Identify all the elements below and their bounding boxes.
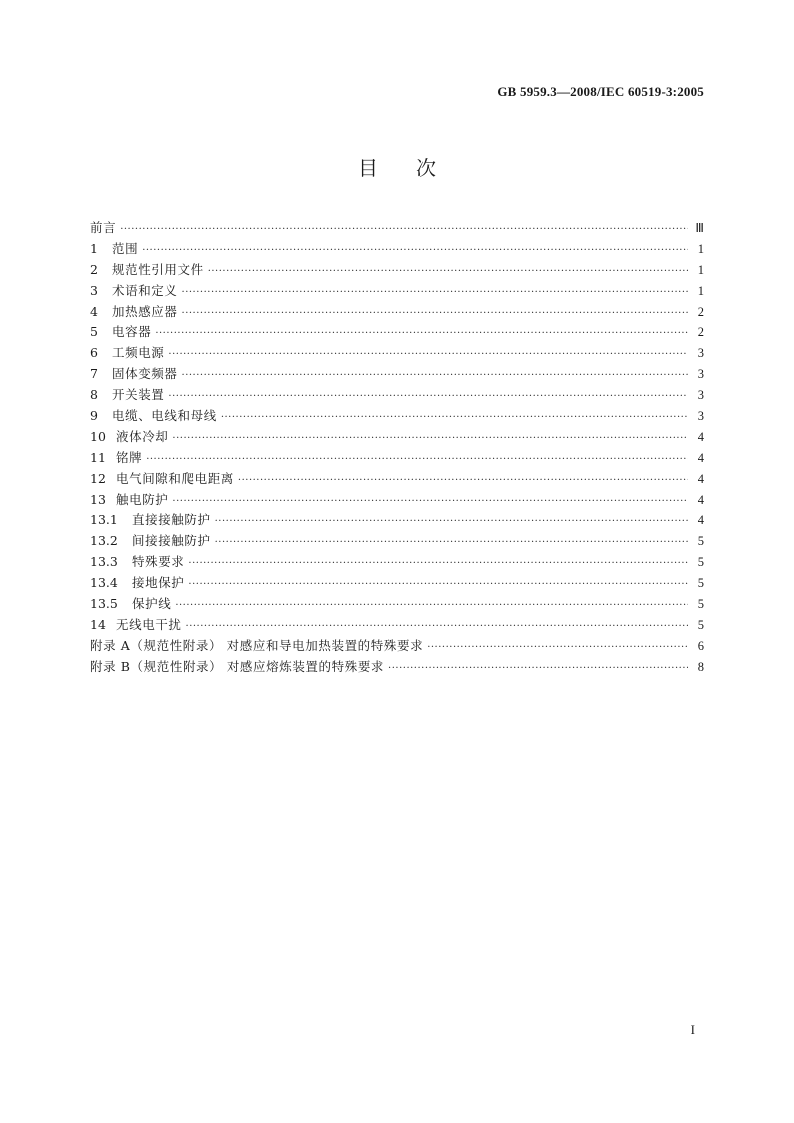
toc-entry[interactable]	[90, 573, 704, 594]
toc-number: 6	[90, 345, 98, 361]
table-of-contents	[90, 218, 704, 678]
toc-page: 3	[697, 367, 704, 382]
toc-entry[interactable]	[90, 385, 704, 406]
toc-leader	[221, 408, 688, 429]
toc-entry[interactable]	[90, 343, 704, 364]
toc-label: 固体变频器	[112, 366, 178, 382]
toc-number: 13.5	[90, 596, 118, 612]
toc-page: 4	[697, 471, 704, 486]
toc-entry[interactable]	[90, 406, 704, 427]
toc-label: 直接接触防护	[132, 512, 211, 528]
toc-leader	[182, 304, 688, 325]
toc-label: 规范性引用文件	[112, 261, 204, 277]
toc-entry[interactable]	[90, 552, 704, 573]
toc-leader	[215, 512, 688, 533]
toc-page: 1	[697, 241, 704, 256]
toc-entry[interactable]	[90, 594, 704, 615]
toc-page: 4	[697, 450, 704, 465]
toc-label: 开关装置	[112, 387, 165, 403]
toc-entry[interactable]	[90, 302, 704, 323]
toc-label: 接地保护	[132, 575, 185, 591]
toc-page: 2	[697, 304, 704, 319]
toc-page: 3	[697, 346, 704, 361]
toc-label: 特殊要求	[132, 554, 185, 570]
toc-leader	[388, 659, 688, 680]
toc-entry[interactable]	[90, 281, 704, 302]
toc-leader	[172, 429, 688, 450]
toc-label: 附录 B（规范性附录） 对感应熔炼装置的特殊要求	[90, 658, 385, 674]
toc-page: 5	[697, 597, 704, 612]
toc-number: 3	[90, 282, 98, 298]
toc-leader	[188, 554, 688, 575]
toc-entry-annex-b[interactable]	[90, 657, 704, 678]
toc-leader	[168, 387, 688, 408]
toc-entry[interactable]	[90, 364, 704, 385]
toc-page: 4	[697, 513, 704, 528]
toc-page: 5	[697, 617, 704, 632]
toc-leader	[208, 262, 688, 283]
toc-page: 1	[697, 262, 704, 277]
toc-number: 13	[90, 491, 106, 507]
toc-page: 3	[697, 388, 704, 403]
standard-number: GB 5959.3—2008/IEC 60519-3:2005	[497, 84, 704, 99]
toc-leader	[172, 492, 688, 513]
toc-page: 4	[697, 429, 704, 444]
toc-label: 工频电源	[112, 345, 165, 361]
toc-leader	[182, 283, 688, 304]
toc-leader	[120, 220, 688, 241]
toc-label: 电容器	[112, 324, 152, 340]
toc-number: 13.2	[90, 533, 118, 549]
toc-number: 11	[90, 449, 106, 465]
toc-leader	[188, 575, 688, 596]
toc-label: 触电防护	[116, 491, 169, 507]
toc-number: 14	[90, 616, 106, 632]
toc-number: 4	[90, 303, 98, 319]
toc-number: 1	[90, 240, 98, 256]
toc-entry[interactable]	[90, 448, 704, 469]
toc-page: Ⅲ	[695, 221, 704, 235]
toc-entry[interactable]	[90, 239, 704, 260]
toc-number: 13.4	[90, 575, 118, 591]
toc-label: 液体冷却	[116, 428, 169, 444]
toc-number: 10	[90, 428, 106, 444]
toc-number: 13.3	[90, 554, 118, 570]
toc-entry[interactable]	[90, 490, 704, 511]
toc-number: 8	[90, 387, 98, 403]
toc-number: 13.1	[90, 512, 118, 528]
toc-label: 无线电干扰	[116, 616, 182, 632]
toc-leader	[146, 450, 688, 471]
toc-page: 2	[697, 325, 704, 340]
toc-page: 1	[697, 283, 704, 298]
toc-page: 8	[697, 659, 704, 674]
toc-page: 6	[697, 638, 704, 653]
toc-entry[interactable]	[90, 531, 704, 552]
toc-number: 2	[90, 261, 98, 277]
toc-leader	[186, 617, 688, 638]
toc-label: 前言	[90, 220, 117, 235]
toc-page: 5	[697, 576, 704, 591]
toc-leader	[142, 241, 688, 262]
toc-number: 7	[90, 366, 98, 382]
toc-label: 间接接触防护	[132, 533, 211, 549]
toc-leader	[155, 324, 688, 345]
toc-page: 5	[697, 555, 704, 570]
toc-label: 铭牌	[116, 449, 143, 465]
toc-leader	[175, 596, 688, 617]
toc-entry[interactable]	[90, 322, 704, 343]
toc-label: 范围	[112, 240, 139, 256]
toc-label: 加热感应器	[112, 303, 178, 319]
toc-entry-preface[interactable]	[90, 218, 704, 239]
toc-page: 4	[697, 492, 704, 507]
toc-entry-annex-a[interactable]	[90, 636, 704, 657]
page-number: I	[690, 1022, 695, 1037]
toc-leader	[168, 345, 688, 366]
toc-leader	[427, 638, 688, 659]
toc-entry[interactable]	[90, 427, 704, 448]
toc-label: 电气间隙和爬电距离	[116, 470, 234, 486]
toc-leader	[238, 471, 688, 492]
toc-leader	[182, 366, 688, 387]
toc-entry[interactable]	[90, 469, 704, 490]
toc-page: 5	[697, 534, 704, 549]
toc-label: 电缆、电线和母线	[112, 408, 217, 424]
toc-number: 12	[90, 470, 106, 486]
toc-leader	[215, 533, 688, 554]
toc-entry[interactable]	[90, 615, 704, 636]
toc-number: 5	[90, 324, 98, 340]
toc-entry[interactable]	[90, 260, 704, 281]
page-title: 目次	[358, 156, 474, 180]
toc-label: 附录 A（规范性附录） 对感应和导电加热装置的特殊要求	[90, 637, 424, 653]
toc-page: 3	[697, 409, 704, 424]
toc-number: 9	[90, 408, 98, 424]
toc-label: 术语和定义	[112, 282, 178, 298]
toc-entry[interactable]	[90, 510, 704, 531]
toc-label: 保护线	[132, 596, 172, 612]
